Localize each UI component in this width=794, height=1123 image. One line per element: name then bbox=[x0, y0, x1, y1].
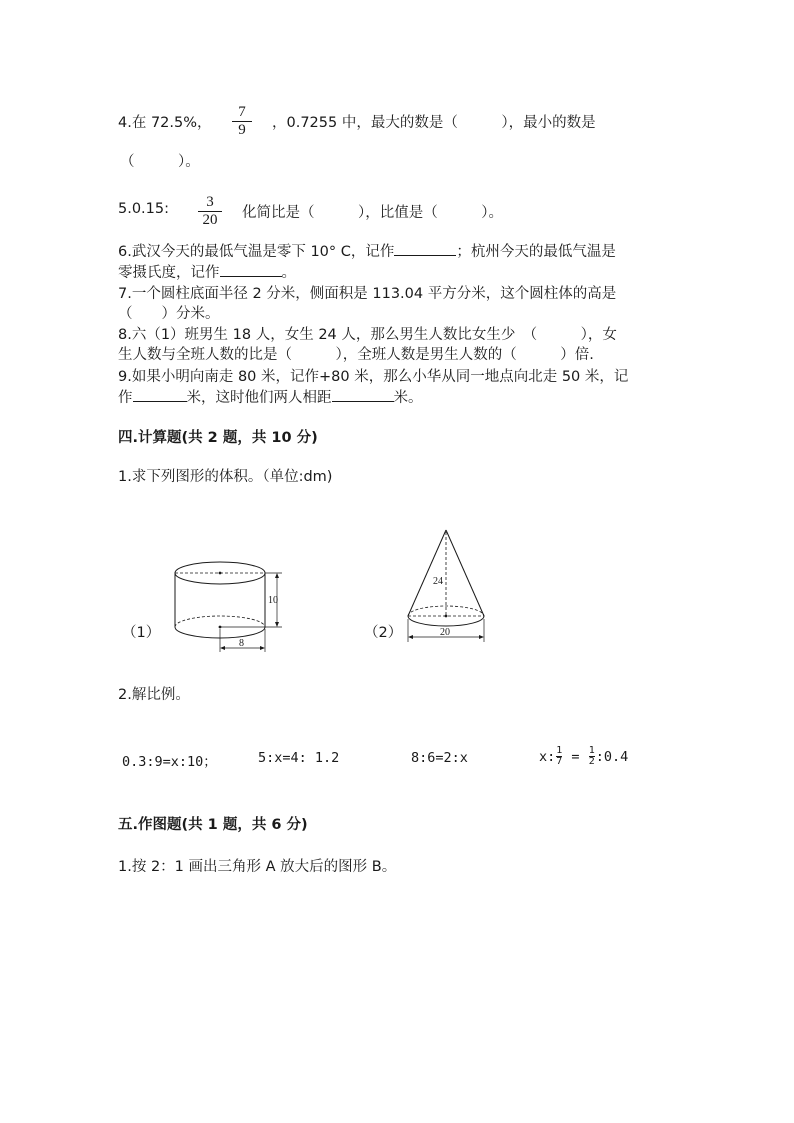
equation-4 bbox=[539, 746, 628, 767]
q6-blank-2 bbox=[220, 262, 282, 277]
q6-text-part2: ；杭州今天的最低气温是 bbox=[456, 244, 616, 260]
q4-line1-suffix: ，0.7255 中，最大的数是（ ），最小的数是 bbox=[272, 115, 596, 131]
section4-q2: 2.解比例。 bbox=[118, 687, 190, 703]
cylinder-bottom-back bbox=[175, 616, 265, 627]
q5-fraction-denominator: 20 bbox=[202, 212, 218, 228]
cylinder-height-arrow-down bbox=[275, 622, 279, 627]
fig2-label: （2） bbox=[364, 625, 403, 641]
q4-line1-prefix: 4.在 72.5%， bbox=[118, 115, 212, 131]
q8-line1: 8.六（1）班男生 18 人，女生 24 人，那么男生人数比女生少 （ ），女 bbox=[118, 327, 617, 343]
q5-prefix: 5.0.15: bbox=[118, 201, 170, 217]
section4-q1: 1.求下列图形的体积。（单位:dm) bbox=[118, 469, 333, 485]
q4-fraction bbox=[232, 104, 252, 139]
section4-title: 四.计算题(共 2 题，共 10 分) bbox=[118, 430, 318, 446]
q7-line2: （ ）分米。 bbox=[118, 306, 220, 322]
q9-blank-1 bbox=[133, 387, 187, 402]
equation-4-f1-num: 1 bbox=[556, 745, 563, 756]
cone-dim-arrow-right bbox=[479, 635, 484, 639]
cone-diameter-label: 20 bbox=[440, 627, 450, 638]
q9-text-b: 米，这时他们两人相距 bbox=[186, 390, 332, 406]
q4-line2: （ ）。 bbox=[120, 154, 200, 170]
cylinder-radius-arrow-left bbox=[220, 646, 225, 650]
q6-line1 bbox=[118, 240, 616, 261]
q7-line1: 7.一个圆柱底面半径 2 分米，侧面积是 113.04 平方分米，这个圆柱体的高是 bbox=[118, 286, 617, 302]
q4-fraction-numerator: 7 bbox=[238, 104, 246, 120]
cylinder-figure bbox=[166, 548, 296, 656]
q9-text-a: 作 bbox=[118, 390, 133, 406]
section5-q1: 1.按 2：1 画出三角形 A 放大后的图形 B。 bbox=[118, 859, 397, 875]
equation-4-f1-den: 7 bbox=[556, 756, 563, 767]
cone-right-side bbox=[446, 530, 484, 616]
q9-line2 bbox=[118, 386, 423, 407]
equation-2: 5:x=4: 1.2 bbox=[258, 750, 340, 766]
q5-fraction bbox=[198, 194, 222, 229]
q6-text-part1: 6.武汉今天的最低气温是零下 10° C，记作 bbox=[118, 244, 395, 260]
equation-3: 8:6=2:x bbox=[411, 750, 468, 766]
cone-base-front bbox=[408, 616, 484, 626]
fig1-label: （1） bbox=[122, 625, 161, 641]
equation-4-f2-num: 1 bbox=[588, 745, 595, 756]
q8-line2: 生人数与全班人数的比是（ ），全班人数是男生人数的（ ）倍. bbox=[118, 347, 594, 363]
equation-4-part-a: x: bbox=[539, 748, 556, 765]
q4-fraction-denominator: 9 bbox=[238, 122, 246, 138]
section5-title: 五.作图题(共 1 题，共 6 分) bbox=[118, 817, 308, 833]
cylinder-height-label: 10 bbox=[268, 595, 278, 606]
cylinder-height-arrow-up bbox=[275, 573, 279, 578]
q6-blank-1 bbox=[394, 241, 456, 256]
cone-left-side bbox=[408, 530, 446, 616]
cylinder-radius-arrow-right bbox=[260, 646, 265, 650]
equation-4-part-b: :0.4 bbox=[595, 748, 629, 765]
q9-blank-2 bbox=[332, 387, 394, 402]
q6-text-part4: 。 bbox=[281, 265, 296, 281]
equation-4-f2-den: 2 bbox=[588, 756, 595, 767]
equation-4-fraction-2 bbox=[589, 746, 595, 767]
q5-fraction-numerator: 3 bbox=[206, 194, 214, 210]
cylinder-top-center bbox=[219, 572, 222, 575]
q5-suffix: 化简比是（ ），比值是（ ）。 bbox=[242, 205, 503, 221]
q9-text-c: 米。 bbox=[393, 390, 423, 406]
equation-4-fraction-1 bbox=[556, 746, 562, 767]
q9-line1: 9.如果小明向南走 80 米，记作+80 米，那么小华从同一地点向北走 50 米，记 bbox=[118, 369, 629, 385]
q6-line2 bbox=[118, 261, 296, 282]
cone-figure bbox=[400, 526, 492, 648]
equation-1: 0.3:9=x:10； bbox=[122, 754, 217, 770]
cone-height-label: 24 bbox=[433, 576, 443, 587]
equation-4-equals: = bbox=[563, 748, 588, 765]
cylinder-radius-label: 8 bbox=[239, 638, 244, 649]
cone-dim-arrow-left bbox=[408, 635, 413, 639]
cone-base-center bbox=[445, 615, 448, 618]
q6-text-part3: 零摄氏度，记作 bbox=[118, 265, 220, 281]
